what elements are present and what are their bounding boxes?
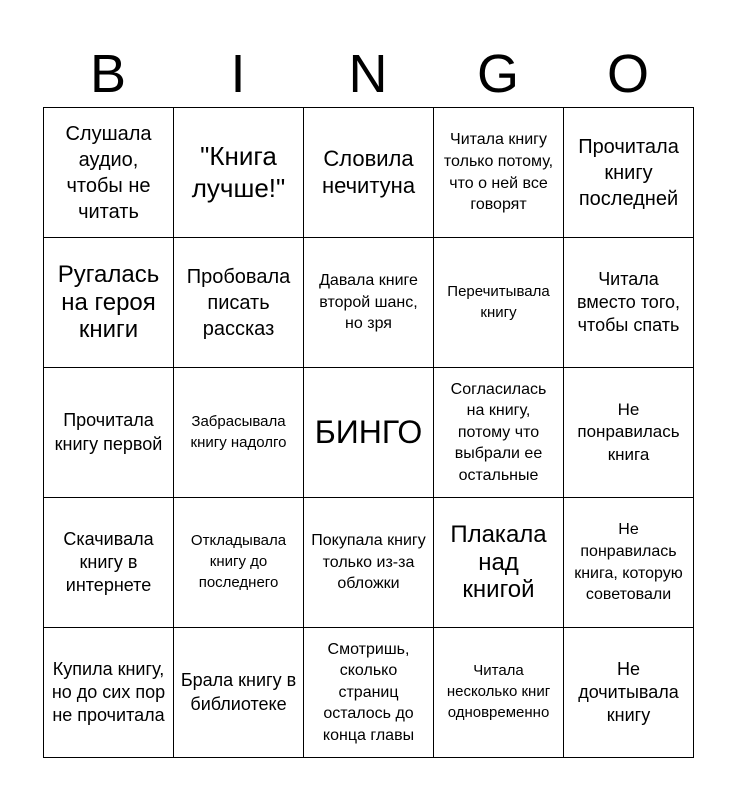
cell-text: Скачивала книгу в интернете bbox=[63, 528, 154, 596]
bingo-cell[interactable] bbox=[304, 238, 434, 368]
bingo-cell[interactable] bbox=[44, 498, 174, 628]
cell-text: Не дочитывала книгу bbox=[578, 658, 679, 726]
bingo-cell[interactable] bbox=[304, 108, 434, 238]
bingo-cell[interactable] bbox=[564, 628, 694, 758]
cell-text: Откладывала книгу до последнего bbox=[190, 532, 287, 591]
bingo-cell[interactable] bbox=[564, 108, 694, 238]
bingo-cell[interactable] bbox=[564, 498, 694, 628]
bingo-cell[interactable] bbox=[174, 498, 304, 628]
bingo-cell[interactable] bbox=[564, 238, 694, 368]
cell-text: Купила книгу, но до сих пор не прочитала bbox=[51, 658, 166, 726]
cell-text: Читала несколько книг одновременно bbox=[446, 662, 551, 721]
cell-text: Согласилась на книгу, потому что выбрали ее остальные bbox=[450, 380, 547, 484]
cell-text: Читала вместо того, чтобы спать bbox=[576, 268, 681, 336]
bingo-cell[interactable] bbox=[434, 108, 564, 238]
bingo-cell[interactable] bbox=[44, 238, 174, 368]
bingo-cell[interactable] bbox=[434, 628, 564, 758]
bingo-cell[interactable] bbox=[434, 498, 564, 628]
header-letter-b: B bbox=[89, 44, 127, 104]
header-letter-n: N bbox=[348, 44, 388, 104]
cell-text: Прочитала книгу первой bbox=[54, 410, 163, 454]
bingo-cell[interactable] bbox=[174, 628, 304, 758]
bingo-cell[interactable] bbox=[44, 108, 174, 238]
cell-text: Плакала над книгой bbox=[450, 521, 547, 604]
bingo-cell[interactable] bbox=[564, 368, 694, 498]
cell-text: Не понравилась книга, которую советовали bbox=[574, 521, 683, 604]
cell-text: Перечитывала книгу bbox=[447, 282, 550, 321]
bingo-cell[interactable] bbox=[434, 238, 564, 368]
bingo-cell[interactable] bbox=[44, 368, 174, 498]
cell-text: Ругалась на героя книги bbox=[57, 261, 160, 344]
cell-text: Покупала книгу только из-за обложки bbox=[311, 532, 426, 593]
cell-text: Слушала аудио, чтобы не читать bbox=[65, 122, 152, 223]
bingo-cell[interactable] bbox=[174, 368, 304, 498]
cell-text: Забрасывала книгу надолго bbox=[190, 412, 287, 451]
bingo-grid bbox=[43, 107, 694, 758]
cell-text: Словила нечитуна bbox=[321, 146, 416, 198]
cell-text: Прочитала книгу последней bbox=[578, 135, 679, 210]
cell-text: Брала книгу в библиотеке bbox=[180, 670, 297, 714]
cell-text: Не понравилась книга bbox=[577, 400, 680, 464]
header-letter-g: G bbox=[476, 44, 519, 104]
free-space-text: БИНГО bbox=[314, 414, 423, 451]
cell-text: Читала книгу только потому, что о ней все говорят bbox=[443, 131, 554, 214]
cell-text: Смотришь, сколько страниц осталось до конца главы bbox=[322, 640, 415, 744]
bingo-cell[interactable] bbox=[174, 108, 304, 238]
bingo-header bbox=[43, 40, 693, 108]
free-space-cell[interactable] bbox=[304, 368, 434, 498]
bingo-cell[interactable] bbox=[304, 498, 434, 628]
bingo-cell[interactable] bbox=[304, 628, 434, 758]
bingo-cell[interactable] bbox=[174, 238, 304, 368]
cell-text: Давала книге второй шанс, но зря bbox=[319, 272, 418, 333]
cell-text: "Книга лучше!" bbox=[191, 141, 286, 203]
header-letter-o: O bbox=[606, 44, 649, 104]
bingo-cell[interactable] bbox=[44, 628, 174, 758]
header-letter-i: I bbox=[230, 44, 246, 104]
cell-text: Пробовала писать рассказ bbox=[186, 265, 291, 340]
bingo-cell[interactable] bbox=[434, 368, 564, 498]
